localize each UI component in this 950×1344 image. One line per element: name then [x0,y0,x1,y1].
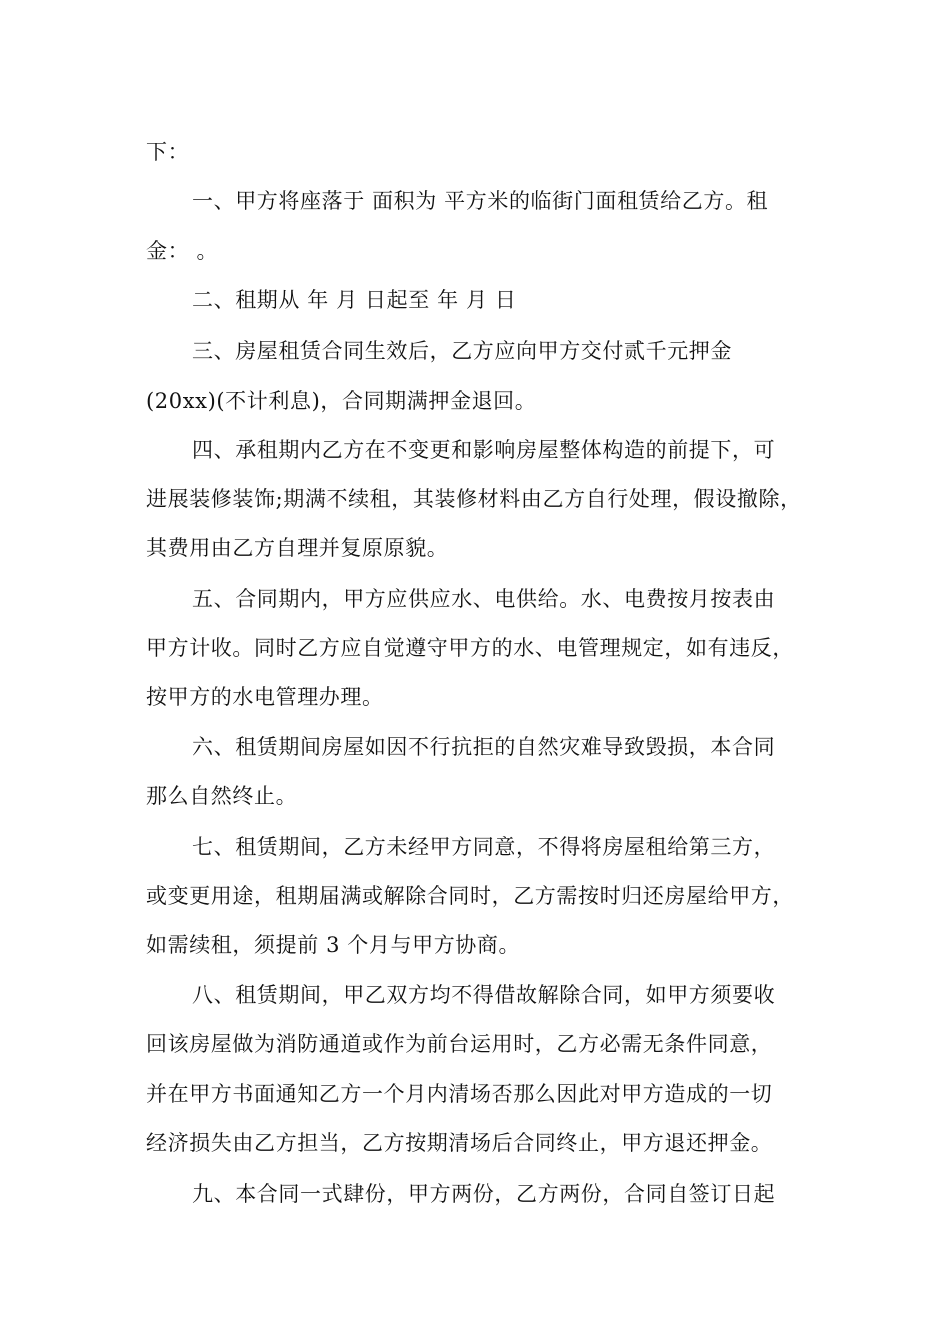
text-line: 下： [146,140,190,164]
text-line: 回该房屋做为消防通道或作为前台运用时，乙方必需无条件同意， [146,1032,773,1056]
text-line: 其费用由乙方自理并复原原貌。 [146,536,449,560]
text-line: 甲方计收。同时乙方应自觉遵守甲方的水、电管理规定，如有违反， [146,636,794,660]
text-line: (20xx)(不计利息)，合同期满押金退回。 [146,389,537,413]
text-line: 如需续租，须提前 3 个月与甲方协商。 [146,933,521,957]
text-line: 或变更用途，租期届满或解除合同时，乙方需按时归还房屋给甲方， [146,884,794,908]
text-line: 二、租期从 年 月 日起至 年 月 日 [192,288,517,312]
text-line: 五、合同期内，甲方应供应水、电供给。水、电费按月按表由 [192,587,776,611]
text-line: 七、租赁期间，乙方未经甲方同意，不得将房屋租给第三方， [192,835,776,859]
text-line: 经济损失由乙方担当，乙方按期清场后合同终止，甲方退还押金。 [146,1131,773,1155]
text-line: 那么自然终止。 [146,784,298,808]
text-line: 六、租赁期间房屋如因不行抗拒的自然灾难导致毁损，本合同 [192,735,776,759]
text-line: 并在甲方书面通知乙方一个月内清场否那么因此对甲方造成的一切 [146,1082,773,1106]
text-line: 八、租赁期间，甲乙双方均不得借故解除合同，如甲方须要收 [192,983,776,1007]
text-line: 三、房屋租赁合同生效后，乙方应向甲方交付贰千元押金 [192,339,732,363]
text-line: 九、本合同一式肆份，甲方两份，乙方两份，合同自签订日起 [192,1182,776,1206]
text-line: 进展装修装饰;期满不续租，其装修材料由乙方自行处理，假设撤除， [146,487,802,511]
text-line: 四、承租期内乙方在不变更和影响房屋整体构造的前提下，可 [192,438,776,462]
text-line: 按甲方的水电管理办理。 [146,685,384,709]
text-line: 一、甲方将座落于 面积为 平方米的临街门面租赁给乙方。租 [192,189,769,213]
text-line: 金： 。 [146,239,219,263]
